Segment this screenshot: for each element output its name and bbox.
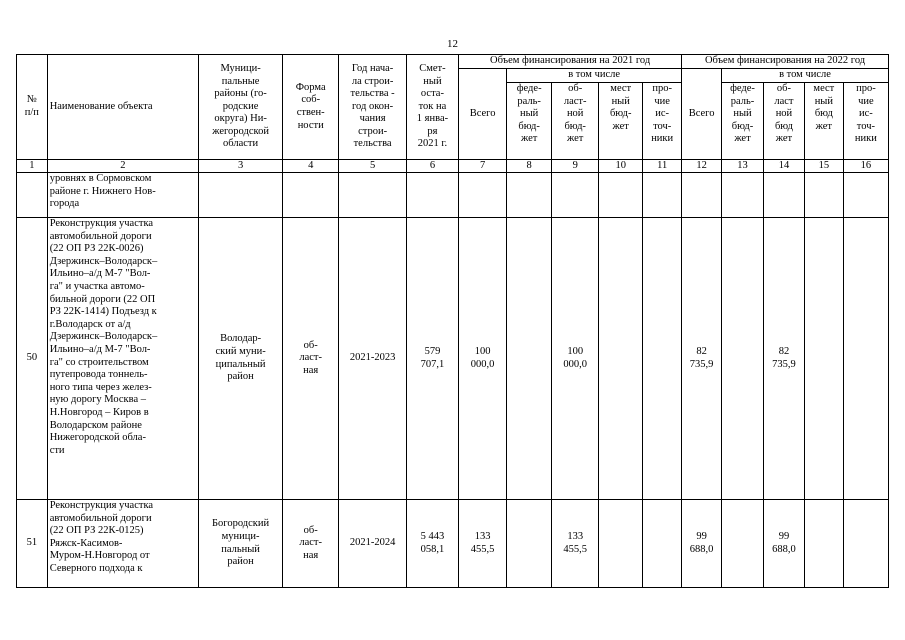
federal-2021 <box>507 218 552 500</box>
column-number: 15 <box>804 160 843 173</box>
other-2022 <box>843 500 888 588</box>
estimate-balance: 5 443 058,1 <box>406 500 458 588</box>
column-number: 16 <box>843 160 888 173</box>
other-2021 <box>643 173 682 218</box>
total-2022: 82 735,9 <box>682 218 722 500</box>
object-name: Реконструкция участка автомобильной дороги (22 ОП РЗ 22К-0125) Ряжск-Касимов- Муром-Н.Новгород от Северного подхода к <box>47 500 198 588</box>
column-number-row <box>17 160 889 173</box>
row-number <box>17 173 48 218</box>
regional-2022 <box>763 173 804 218</box>
column-number: 5 <box>339 160 407 173</box>
column-number: 10 <box>599 160 643 173</box>
municipality: Богородский муници- пальный район <box>199 500 283 588</box>
header-balance: Смет- ный оста- ток на 1 янва- ря 2021 г. <box>406 55 458 160</box>
row-number: 50 <box>17 218 48 500</box>
other-2022 <box>843 218 888 500</box>
header-federal-2021: феде- раль- ный бюд- жет <box>507 83 552 160</box>
local-2021 <box>599 173 643 218</box>
header-municipality: Муници- пальные районы (го- родские округа) Ни- жегородской области <box>199 55 283 160</box>
column-number: 14 <box>763 160 804 173</box>
ownership <box>283 173 339 218</box>
federal-2022 <box>722 500 764 588</box>
regional-2022: 82 735,9 <box>763 218 804 500</box>
regional-2021: 133 455,5 <box>552 500 599 588</box>
table-row <box>17 173 889 218</box>
column-number: 2 <box>47 160 198 173</box>
column-number: 3 <box>199 160 283 173</box>
total-2021 <box>459 173 507 218</box>
other-2022 <box>843 173 888 218</box>
column-number: 11 <box>643 160 682 173</box>
total-2022: 99 688,0 <box>682 500 722 588</box>
local-2021 <box>599 218 643 500</box>
other-2021 <box>643 500 682 588</box>
construction-years: 2021-2024 <box>339 500 407 588</box>
header-funding-2021: Объем финансирования на 2021 год <box>459 55 682 69</box>
header-local-2022: мест ный бюд жет <box>804 83 843 160</box>
column-number: 6 <box>406 160 458 173</box>
regional-2021 <box>552 173 599 218</box>
estimate-balance: 579 707,1 <box>406 218 458 500</box>
regional-2021: 100 000,0 <box>552 218 599 500</box>
column-number: 4 <box>283 160 339 173</box>
total-2021: 100 000,0 <box>459 218 507 500</box>
header-years: Год нача- ла строи- тельства - год окон- чания строи- тельства <box>339 55 407 160</box>
local-2022 <box>804 500 843 588</box>
column-number: 1 <box>17 160 48 173</box>
header-total-2021: Всего <box>459 69 507 160</box>
column-number: 12 <box>682 160 722 173</box>
object-name: Реконструкция участка автомобильной дороги (22 ОП РЗ 22К-0026) Дзержинск–Володарск– Ильино–а/д М-7 "Вол- га" и участка автомо- бильной дороги (22 ОП РЗ 22К-1414) Подъезд к г.Володарск от а/д Дзержинск–Володарск– Ильино–а/д М-7 "Вол- га" со строительством путепровода тоннель- ного типа через желез- ную дорогу Москва – Н.Новгород – Киров в Володарском районе Нижегородской обла- сти <box>47 218 198 500</box>
header-federal-2022: феде- раль- ный бюд- жет <box>722 83 764 160</box>
header-row-1 <box>17 55 889 69</box>
total-2021: 133 455,5 <box>459 500 507 588</box>
page-number: 12 <box>447 38 458 50</box>
header-name: Наименование объекта <box>47 55 198 160</box>
header-total-2022: Всего <box>682 69 722 160</box>
table-row <box>17 218 889 500</box>
total-2022 <box>682 173 722 218</box>
local-2021 <box>599 500 643 588</box>
column-number: 9 <box>552 160 599 173</box>
header-funding-2022: Объем финансирования на 2022 год <box>682 55 889 69</box>
other-2021 <box>643 218 682 500</box>
header-ownership: Форма соб- ствен- ности <box>283 55 339 160</box>
header-other-2022: про- чие ис- точ- ники <box>843 83 888 160</box>
table-row <box>17 500 889 588</box>
local-2022 <box>804 173 843 218</box>
header-including-2022: в том числе <box>722 69 889 83</box>
financing-table <box>16 54 889 588</box>
header-regional-2022: об- ласт ной бюд жет <box>763 83 804 160</box>
header-regional-2021: об- ласт- ной бюд- жет <box>552 83 599 160</box>
federal-2021 <box>507 173 552 218</box>
column-number: 7 <box>459 160 507 173</box>
local-2022 <box>804 218 843 500</box>
column-number: 13 <box>722 160 764 173</box>
header-other-2021: про- чие ис- точ- ники <box>643 83 682 160</box>
column-number: 8 <box>507 160 552 173</box>
ownership: об- ласт- ная <box>283 500 339 588</box>
municipality: Володар- ский муни- ципальный район <box>199 218 283 500</box>
regional-2022: 99 688,0 <box>763 500 804 588</box>
federal-2022 <box>722 173 764 218</box>
ownership: об- ласт- ная <box>283 218 339 500</box>
object-name: уровнях в Сормовском районе г. Нижнего Нов- города <box>47 173 198 218</box>
federal-2021 <box>507 500 552 588</box>
estimate-balance <box>406 173 458 218</box>
header-no: № п/п <box>17 55 48 160</box>
header-local-2021: мест ный бюд- жет <box>599 83 643 160</box>
federal-2022 <box>722 218 764 500</box>
construction-years: 2021-2023 <box>339 218 407 500</box>
municipality <box>199 173 283 218</box>
row-number: 51 <box>17 500 48 588</box>
construction-years <box>339 173 407 218</box>
header-including-2021: в том числе <box>507 69 682 83</box>
